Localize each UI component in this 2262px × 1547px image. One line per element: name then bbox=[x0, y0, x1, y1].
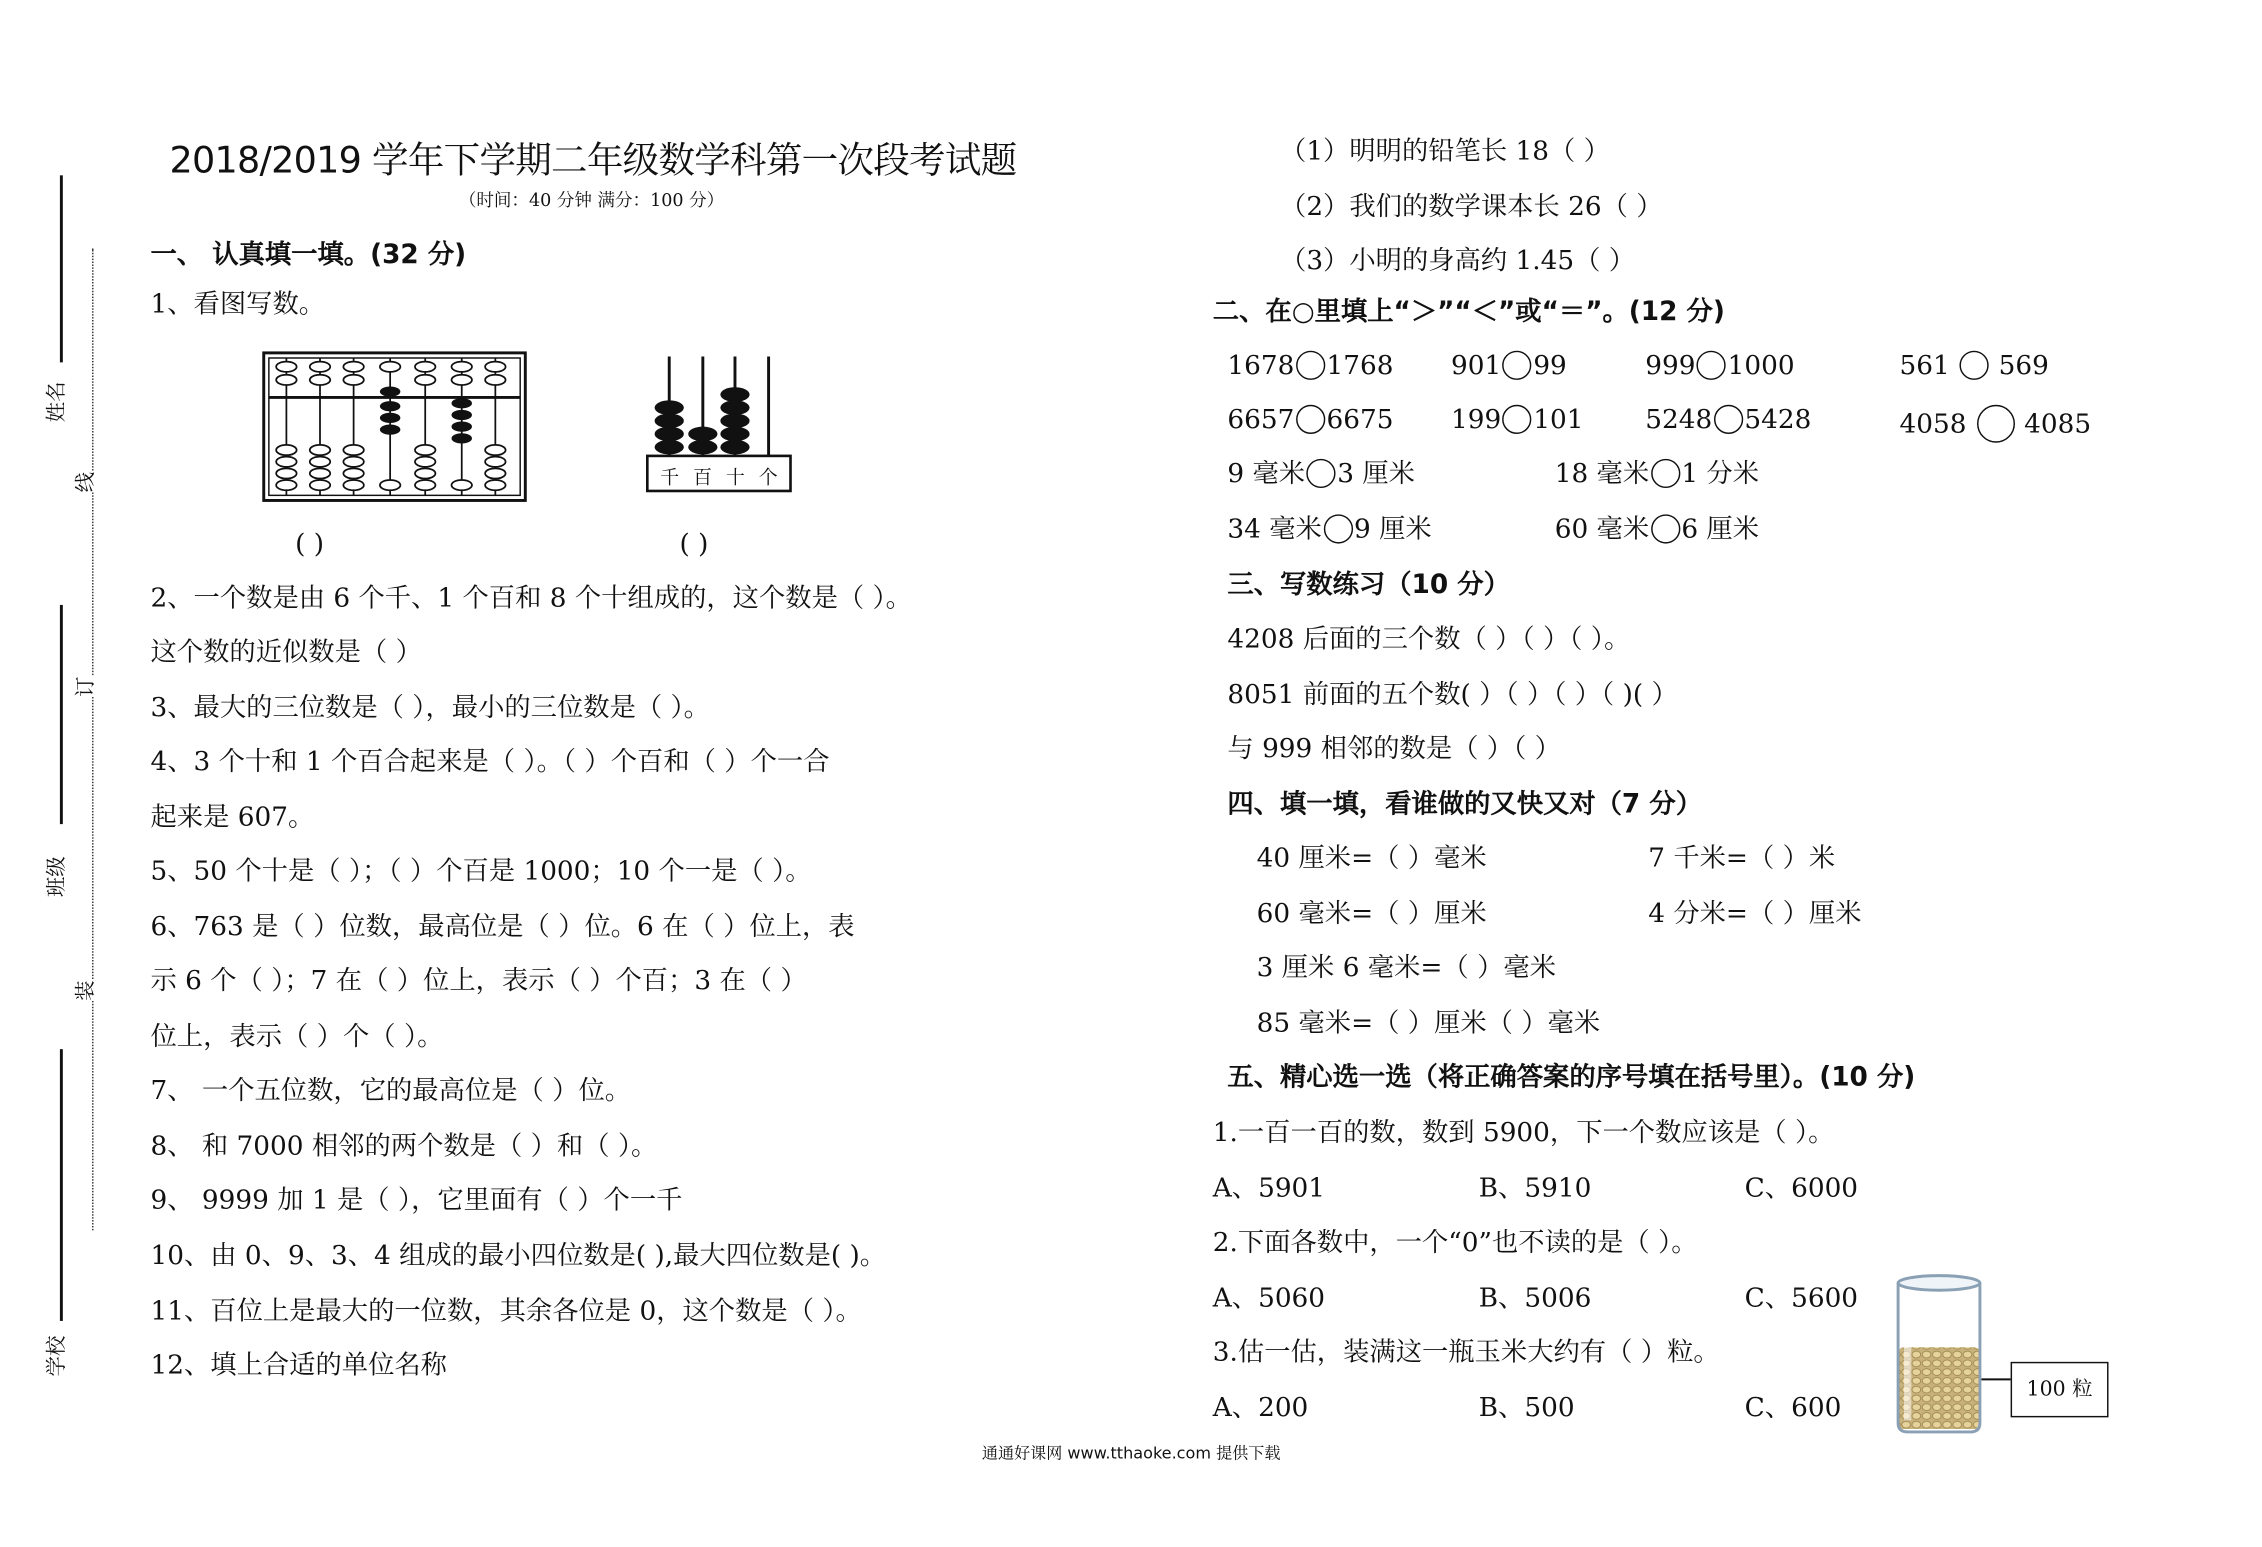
question-1: 1、看图写数。 bbox=[150, 289, 326, 321]
margin-school-label: 学校 bbox=[45, 1335, 69, 1377]
place-ones: 个 bbox=[758, 467, 778, 490]
choice-option[interactable]: A、200 bbox=[1212, 1392, 1309, 1424]
answer-blank[interactable]: ( ) bbox=[679, 528, 709, 560]
jar-label-box: 100 粒 bbox=[2011, 1362, 2109, 1418]
question-line: 示 6 个（ ）；7 在（ ）位上，表示（ ）个百；3 在（ ） bbox=[150, 965, 807, 997]
choice-option[interactable]: B、5910 bbox=[1478, 1173, 1592, 1205]
choice-option[interactable]: C、600 bbox=[1744, 1392, 1842, 1424]
unit-question: （3）小明的身高约 1.45（ ） bbox=[1280, 245, 1636, 277]
choice-option[interactable]: B、5006 bbox=[1478, 1282, 1592, 1314]
unit-question: （2）我们的数学课本长 26（ ） bbox=[1280, 191, 1663, 223]
margin-zhuang-label: 装 bbox=[70, 980, 99, 1000]
write-number-line: 与 999 相邻的数是（ ）（ ） bbox=[1227, 733, 1561, 765]
compare-item: 1678 1768 bbox=[1227, 350, 1394, 382]
question-line: 4、3 个十和 1 个百合起来是（ ）。（ ）个百和（ ）个一合 bbox=[150, 746, 830, 778]
compare-circle[interactable] bbox=[1651, 514, 1680, 543]
compare-circle[interactable] bbox=[1697, 351, 1726, 380]
question-line: 2、一个数是由 6 个千、1 个百和 8 个十组成的，这个数是（ ）。 bbox=[150, 583, 912, 614]
abacus-frame-figure bbox=[262, 351, 528, 503]
conversion-item: 4 分米=（ ）厘米 bbox=[1648, 898, 1862, 930]
compare-item: 18 毫米 1 分米 bbox=[1554, 458, 1760, 490]
compare-item: 901 99 bbox=[1450, 350, 1567, 382]
compare-item: 199 101 bbox=[1450, 404, 1584, 436]
question-line: 8、 和 7000 相邻的两个数是（ ）和（ ）。 bbox=[150, 1130, 658, 1162]
question-line: 11、百位上是最大的一位数，其余各位是 0，这个数是（ ）。 bbox=[150, 1296, 862, 1327]
question-line: 3、最大的三位数是（ ），最小的三位数是（ ）。 bbox=[150, 692, 711, 724]
compare-item: 6657 6675 bbox=[1227, 404, 1394, 436]
question-line: 10、由 0、9、3、4 组成的最小四位数是( ),最大四位数是( )。 bbox=[150, 1240, 887, 1272]
compare-item: 60 毫米 6 厘米 bbox=[1554, 514, 1760, 546]
choice-question: 3.估一估，装满这一瓶玉米大约有（ ）粒。 bbox=[1212, 1336, 1720, 1368]
question-line: 5、50 个十是（ ）；（ ）个百是 1000；10 个一是（ ）。 bbox=[150, 856, 812, 887]
section-4-heading: 四、填一填，看谁做的又快又对（7 分） bbox=[1227, 789, 1703, 820]
compare-circle[interactable] bbox=[1960, 351, 1989, 380]
margin-name-label: 姓名 bbox=[45, 381, 69, 423]
compare-circle[interactable] bbox=[1323, 514, 1352, 543]
margin-line bbox=[60, 605, 62, 824]
answer-blank[interactable]: ( ) bbox=[295, 528, 325, 560]
corn-jar-icon bbox=[1891, 1271, 1987, 1435]
choice-option[interactable]: A、5901 bbox=[1212, 1173, 1326, 1205]
question-line: 9、 9999 加 1 是（ ），它里面有（ ）个一千 bbox=[150, 1185, 683, 1216]
unit-question: （1）明明的铅笔长 18（ ） bbox=[1280, 135, 1610, 167]
compare-item: 561 569 bbox=[1899, 350, 2049, 382]
margin-ding-label: 订 bbox=[70, 677, 99, 697]
question-line: 12、填上合适的单位名称 bbox=[150, 1350, 447, 1381]
place-tens: 十 bbox=[725, 467, 745, 490]
compare-circle[interactable] bbox=[1296, 351, 1325, 380]
compare-circle[interactable] bbox=[1503, 351, 1532, 380]
compare-circle[interactable] bbox=[1296, 405, 1325, 434]
write-number-line: 8051 前面的五个数( ）（ ）（ ）（ )( ） bbox=[1227, 679, 1678, 711]
place-hundreds: 百 bbox=[692, 467, 712, 490]
conversion-item: 60 毫米=（ ）厘米 bbox=[1256, 898, 1487, 930]
compare-circle[interactable] bbox=[1503, 405, 1532, 434]
question-line: 起来是 607。 bbox=[150, 802, 315, 833]
choice-option[interactable]: B、500 bbox=[1478, 1392, 1575, 1424]
choice-option[interactable]: C、6000 bbox=[1744, 1173, 1859, 1205]
conversion-item: 3 厘米 6 毫米=（ ）毫米 bbox=[1256, 952, 1556, 984]
abacus-place-labels bbox=[653, 462, 785, 490]
conversion-item: 85 毫米=（ ）厘米（ ）毫米 bbox=[1256, 1008, 1601, 1039]
margin-line-label: 线 bbox=[70, 472, 99, 492]
compare-circle[interactable] bbox=[1976, 405, 2014, 443]
section-5-heading: 五、精心选一选（将正确答案的序号填在括号里）。(10 分) bbox=[1227, 1062, 1916, 1093]
compare-circle[interactable] bbox=[1651, 459, 1680, 488]
question-line: 位上，表示（ ）个（ ）。 bbox=[150, 1021, 444, 1053]
margin-line bbox=[60, 1049, 62, 1321]
compare-circle[interactable] bbox=[1307, 459, 1336, 488]
write-number-line: 4208 后面的三个数（ ）（ ）（ ）。 bbox=[1227, 623, 1631, 655]
conversion-item: 40 厘米=（ ）毫米 bbox=[1256, 843, 1487, 874]
pointer-line bbox=[1981, 1371, 2010, 1389]
margin-line bbox=[60, 175, 62, 362]
section-3-heading: 三、写数练习（10 分） bbox=[1227, 569, 1510, 601]
choice-option[interactable]: A、5060 bbox=[1212, 1282, 1326, 1314]
compare-circle[interactable] bbox=[1714, 405, 1743, 434]
page-title: 2018/2019 学年下学期二年级数学科第一次段考试题 bbox=[169, 138, 1017, 182]
choice-question: 2.下面各数中，一个“0”也不读的是（ ）。 bbox=[1212, 1227, 1698, 1259]
choice-question: 1.一百一百的数，数到 5900，下一个数应该是（ ）。 bbox=[1212, 1117, 1835, 1149]
question-line: 6、763 是（ ）位数，最高位是（ ）位。6 在（ ）位上，表 bbox=[150, 911, 855, 943]
compare-item: 5248 5428 bbox=[1645, 404, 1812, 436]
compare-item: 34 毫米 9 厘米 bbox=[1227, 514, 1432, 546]
section-2-heading: 二、在○里填上“＞”“＜”或“＝”。(12 分) bbox=[1212, 296, 1725, 328]
place-thousands: 千 bbox=[660, 467, 680, 490]
margin-class-label: 班级 bbox=[45, 856, 69, 898]
compare-item: 4058 4085 bbox=[1900, 405, 2092, 443]
compare-item: 9 毫米 3 厘米 bbox=[1227, 458, 1415, 490]
compare-item: 999 1000 bbox=[1645, 350, 1795, 382]
dotted-cut-line bbox=[92, 248, 93, 1230]
conversion-item: 7 千米=（ ）米 bbox=[1648, 843, 1836, 874]
question-line: 7、 一个五位数，它的最高位是（ ）位。 bbox=[150, 1075, 632, 1107]
page-subtitle: （时间：40 分钟 满分：100 分） bbox=[458, 189, 725, 211]
choice-option[interactable]: C、5600 bbox=[1744, 1282, 1859, 1314]
section-1-heading: 一、 认真填一填。(32 分) bbox=[150, 239, 467, 271]
page-footer: 通通好课网 www.tthaoke.com 提供下载 bbox=[981, 1443, 1281, 1463]
question-line: 这个数的近似数是（ ） bbox=[150, 637, 422, 668]
